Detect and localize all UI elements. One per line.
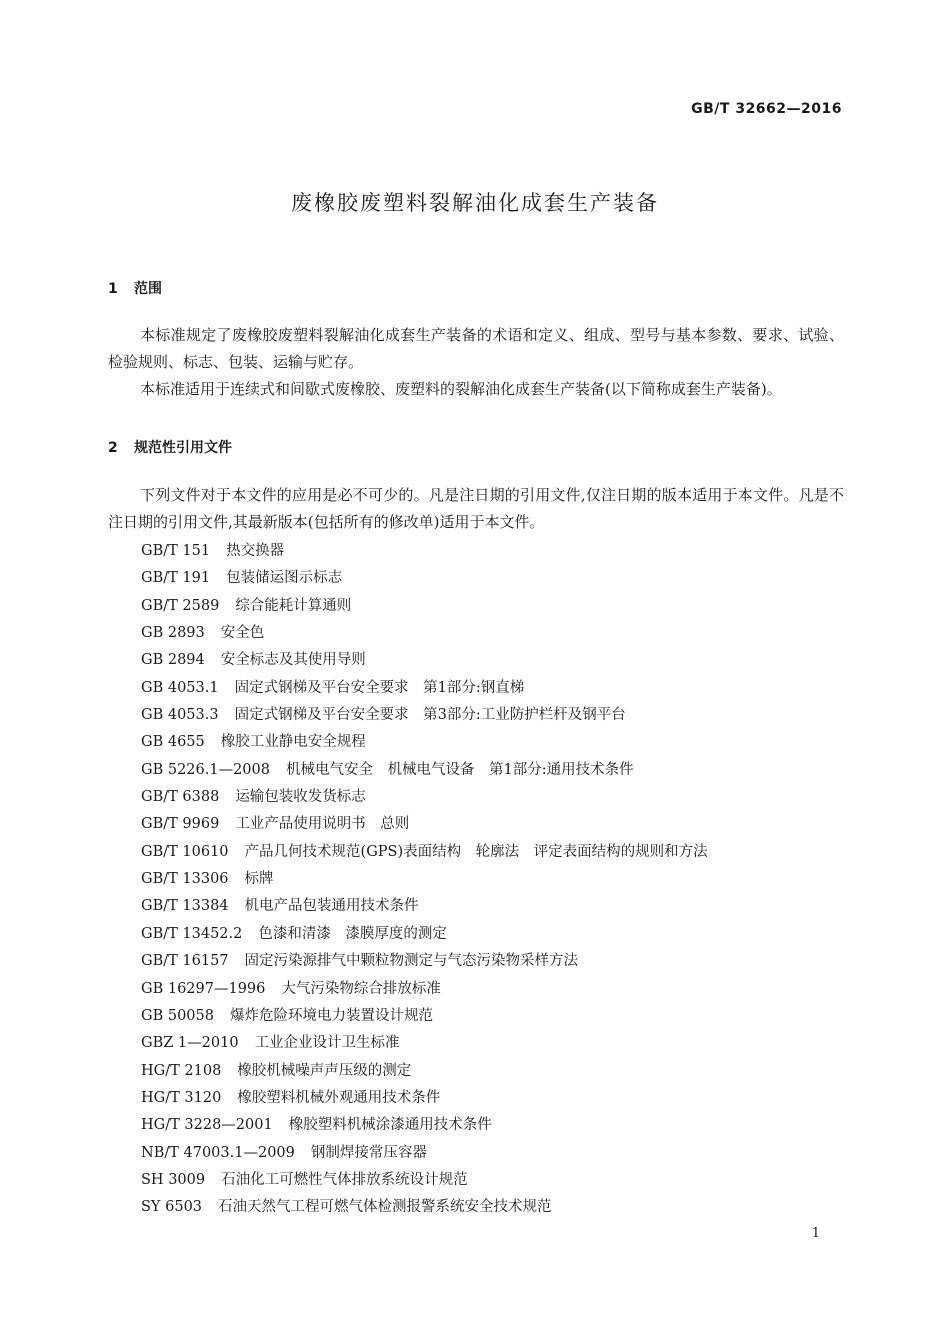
reference-code: GB/T 2589 — [141, 597, 220, 614]
standard-number: GB/T 32662—2016 — [691, 101, 842, 117]
reference-list — [141, 538, 708, 1222]
reference-title: 大气污染物综合排放标准 — [281, 980, 441, 997]
reference-item — [141, 866, 708, 893]
reference-title: 色漆和清漆 漆膜厚度的测定 — [258, 925, 447, 942]
reference-title: 石油天然气工程可燃气体检测报警系统安全技术规范 — [218, 1199, 552, 1216]
reference-item — [141, 1167, 708, 1194]
reference-code: GB 5226.1—2008 — [141, 761, 270, 778]
reference-title: 综合能耗计算通则 — [235, 597, 352, 614]
reference-item — [141, 811, 708, 838]
reference-code: GB 2894 — [141, 652, 205, 669]
reference-item — [141, 839, 708, 866]
reference-item — [141, 784, 708, 811]
reference-code: GB 50058 — [141, 1007, 214, 1024]
reference-code: HG/T 3228—2001 — [141, 1117, 273, 1134]
reference-code: SY 6503 — [141, 1199, 203, 1216]
section-2-number: 2 — [108, 440, 118, 456]
reference-title: 热交换器 — [226, 543, 285, 559]
section-1-number: 1 — [108, 281, 118, 297]
reference-item — [141, 593, 708, 620]
reference-item — [141, 620, 708, 647]
reference-code: NB/T 47003.1—2009 — [141, 1144, 295, 1161]
reference-title: 橡胶机械噪声声压级的测定 — [237, 1062, 412, 1079]
section-1-title: 范围 — [134, 281, 162, 297]
reference-item — [141, 1140, 708, 1167]
reference-item — [141, 702, 708, 729]
reference-item — [141, 1058, 708, 1085]
reference-item — [141, 757, 708, 784]
reference-item — [141, 893, 708, 920]
reference-code: GB 4053.3 — [141, 707, 219, 724]
section-1-heading — [108, 278, 162, 298]
reference-item — [141, 675, 708, 702]
section-1-paragraph-2: 本标准适用于连续式和间歇式废橡胶、废塑料的裂解油化成套生产装备(以下简称成套生产装备)。 — [140, 380, 782, 398]
reference-title: 标牌 — [244, 871, 274, 888]
reference-item — [141, 1085, 708, 1112]
reference-title: 固定式钢梯及平台安全要求 第3部分:工业防护栏杆及钢平台 — [234, 707, 626, 724]
reference-code: GB 16297—1996 — [141, 980, 266, 997]
reference-code: SH 3009 — [141, 1171, 206, 1188]
reference-title: 爆炸危险环境电力装置设计规范 — [229, 1007, 433, 1024]
reference-code: GB 4053.1 — [141, 679, 219, 696]
reference-code: GB/T 13452.2 — [141, 925, 243, 942]
reference-item — [141, 921, 708, 948]
reference-item — [141, 976, 708, 1003]
reference-code: GB/T 151 — [141, 543, 211, 559]
section-2-paragraph-1: 下列文件对于本文件的应用是必不可少的。凡是注日期的引用文件,仅注日期的版本适用于本文件。凡是不注日期的引用文件,其最新版本(包括所有的修改单)适用于本文件。 — [108, 486, 844, 531]
document-title: 废橡胶废塑料裂解油化成套生产装备 — [291, 191, 659, 215]
reference-item — [141, 647, 708, 674]
reference-title: 机电产品包装通用技术条件 — [244, 898, 419, 915]
section-2-heading — [108, 437, 232, 457]
reference-code: GB 4655 — [141, 734, 205, 751]
reference-item — [141, 1030, 708, 1057]
reference-item — [141, 1112, 708, 1139]
reference-code: GB/T 13384 — [141, 898, 229, 915]
reference-item — [141, 1003, 708, 1030]
reference-code: GB/T 10610 — [141, 843, 229, 860]
reference-item — [141, 538, 708, 565]
reference-code: GB 2893 — [141, 625, 205, 642]
reference-code: GB/T 13306 — [141, 871, 229, 888]
reference-title: 安全标志及其使用导则 — [220, 652, 366, 669]
reference-title: 石油化工可燃性气体排放系统设计规范 — [221, 1171, 468, 1188]
reference-item — [141, 729, 708, 756]
reference-title: 包装储运图示标志 — [226, 570, 343, 587]
reference-title: 钢制焊接常压容器 — [310, 1144, 427, 1161]
reference-title: 运输包装收发货标志 — [235, 789, 366, 806]
reference-item — [141, 948, 708, 975]
reference-title: 工业企业设计卫生标准 — [254, 1035, 400, 1052]
reference-item — [141, 1194, 708, 1221]
page-number: 1 — [811, 1226, 820, 1241]
reference-title: 产品几何技术规范(GPS)表面结构 轮廓法 评定表面结构的规则和方法 — [244, 843, 708, 860]
reference-code: HG/T 3120 — [141, 1089, 222, 1106]
reference-title: 橡胶塑料机械外观通用技术条件 — [237, 1089, 441, 1106]
reference-title: 安全色 — [220, 625, 265, 642]
reference-item — [141, 565, 708, 592]
reference-title: 固定污染源排气中颗粒物测定与气态污染物采样方法 — [244, 953, 579, 970]
reference-title: 固定式钢梯及平台安全要求 第1部分:钢直梯 — [234, 679, 525, 696]
reference-code: GB/T 6388 — [141, 789, 220, 806]
reference-title: 工业产品使用说明书 总则 — [235, 816, 410, 833]
reference-code: GBZ 1—2010 — [141, 1035, 239, 1052]
reference-title: 橡胶塑料机械涂漆通用技术条件 — [288, 1117, 492, 1134]
reference-code: HG/T 2108 — [141, 1062, 222, 1079]
reference-code: GB/T 16157 — [141, 953, 229, 970]
section-2-title: 规范性引用文件 — [134, 440, 232, 456]
reference-code: GB/T 9969 — [141, 816, 220, 833]
reference-title: 机械电气安全 机械电气设备 第1部分:通用技术条件 — [286, 761, 634, 778]
reference-title: 橡胶工业静电安全规程 — [220, 734, 366, 751]
section-1-paragraph-1: 本标准规定了废橡胶废塑料裂解油化成套生产装备的术语和定义、组成、型号与基本参数、要求、试验、检验规则、标志、包装、运输与贮存。 — [108, 326, 844, 371]
reference-code: GB/T 191 — [141, 570, 211, 587]
